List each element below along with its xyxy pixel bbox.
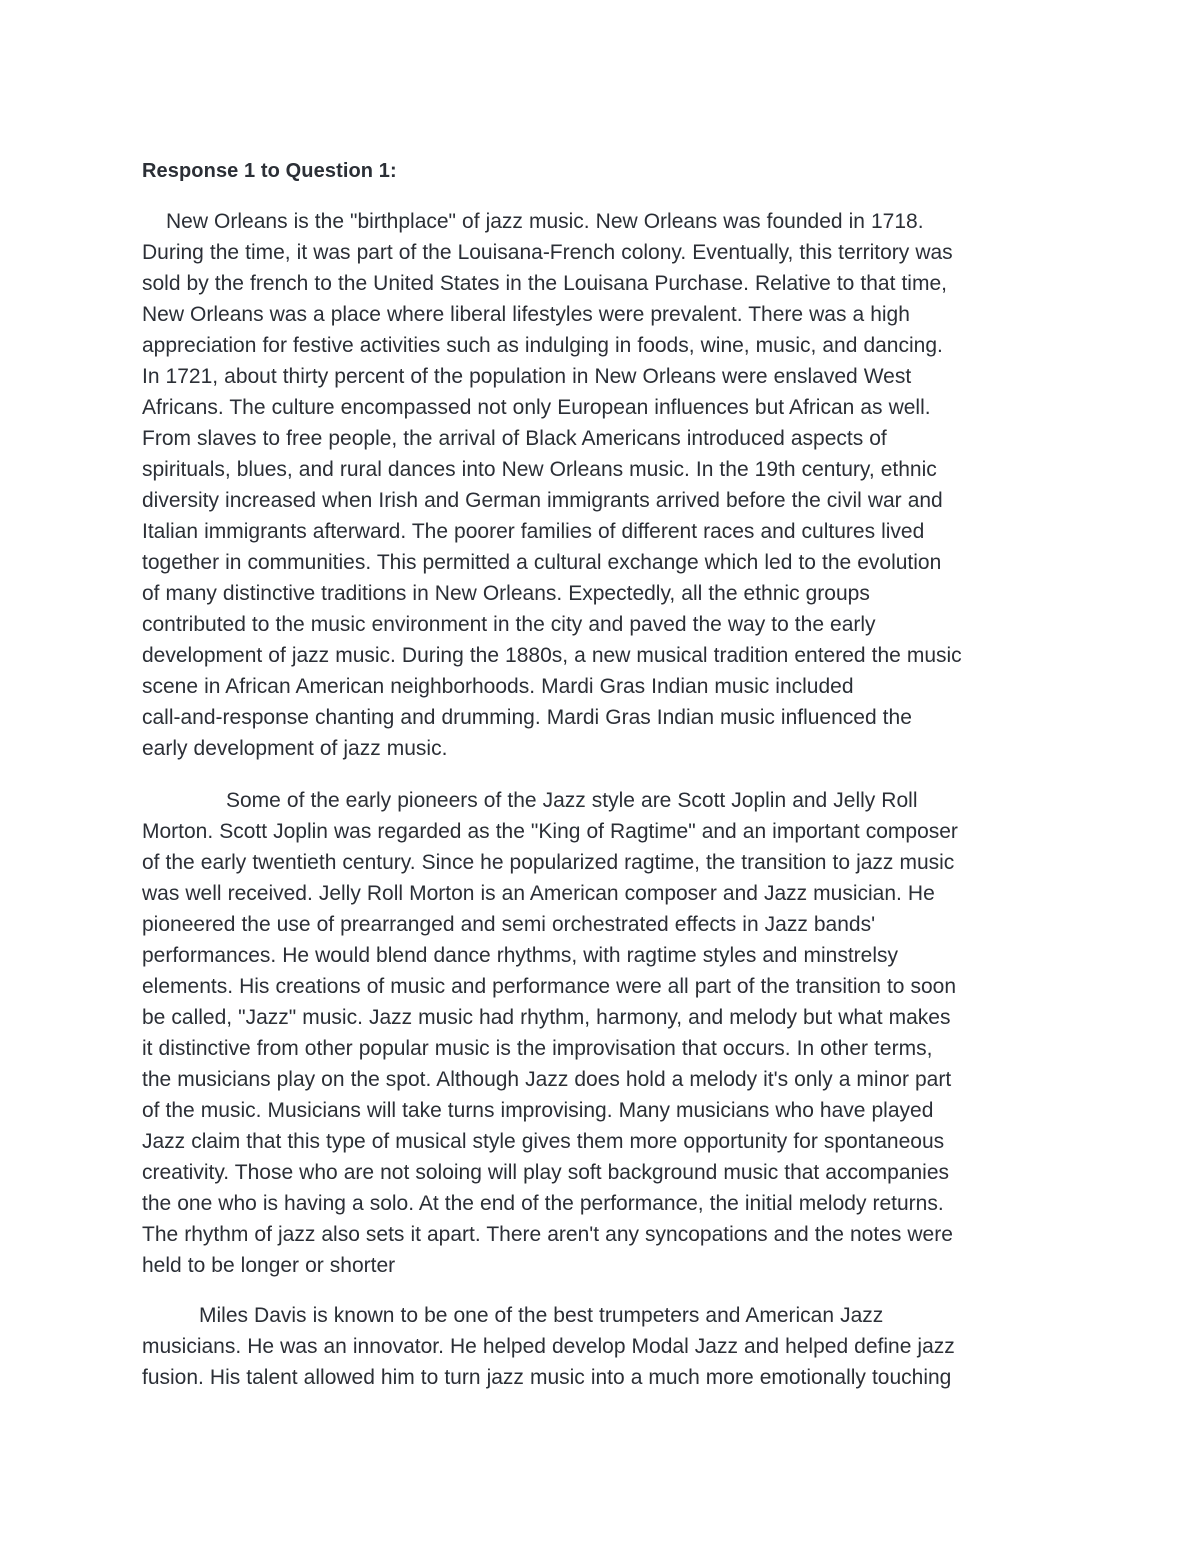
- text-line: In 1721, about thirty percent of the population in New Orleans were enslaved West: [142, 365, 912, 388]
- text-line: of the music. Musicians will take turns improvising. Many musicians who have played: [142, 1099, 934, 1122]
- paragraph-new-orleans: [142, 206, 1072, 764]
- text-line: fusion. His talent allowed him to turn jazz music into a much more emotionally touching: [142, 1366, 952, 1389]
- text-line: held to be longer or shorter: [142, 1254, 396, 1277]
- text-line: musicians. He was an innovator. He helped develop Modal Jazz and helped define jazz: [142, 1335, 955, 1358]
- text-line: be called, "Jazz" music. Jazz music had rhythm, harmony, and melody but what makes: [142, 1006, 951, 1029]
- text-line: diversity increased when Irish and German immigrants arrived before the civil war and: [142, 489, 943, 512]
- text-line: appreciation for festive activities such as indulging in foods, wine, music, and dancing.: [142, 334, 943, 357]
- text-line: Italian immigrants afterward. The poorer families of different races and cultures lived: [142, 520, 925, 543]
- text-line: The rhythm of jazz also sets it apart. There aren't any syncopations and the notes were: [142, 1223, 953, 1246]
- text-line: of the early twentieth century. Since he popularized ragtime, the transition to jazz music: [142, 851, 955, 874]
- text-line: call-and-response chanting and drumming. Mardi Gras Indian music influenced the: [142, 706, 912, 729]
- text-line: New Orleans was a place where liberal lifestyles were prevalent. There was a high: [142, 303, 910, 326]
- text-line: scene in African American neighborhoods. Mardi Gras Indian music included: [142, 675, 854, 698]
- text-line: was well received. Jelly Roll Morton is an American composer and Jazz musician. He: [142, 882, 935, 905]
- text-line: During the time, it was part of the Louisana-French colony. Eventually, this territory was: [142, 241, 953, 264]
- text-line: Morton. Scott Joplin was regarded as the "King of Ragtime" and an important composer: [142, 820, 958, 843]
- text-line: creativity. Those who are not soloing will play soft background music that accompanies: [142, 1161, 950, 1184]
- text-line: Jazz claim that this type of musical style gives them more opportunity for spontaneous: [142, 1130, 945, 1153]
- text-line: performances. He would blend dance rhythms, with ragtime styles and minstrelsy: [142, 944, 898, 967]
- text-line: the musicians play on the spot. Although Jazz does hold a melody it's only a minor part: [142, 1068, 952, 1091]
- text-line: of many distinctive traditions in New Orleans. Expectedly, all the ethnic groups: [142, 582, 870, 605]
- paragraph-miles-davis: [142, 1300, 1072, 1393]
- text-line: sold by the french to the United States in the Louisana Purchase. Relative to that time,: [142, 272, 947, 295]
- text-line: it distinctive from other popular music is the improvisation that occurs. In other terms,: [142, 1037, 933, 1060]
- text-line: New Orleans is the "birthplace" of jazz music. New Orleans was founded in 1718.: [166, 210, 924, 233]
- text-line: Africans. The culture encompassed not only European influences but African as well.: [142, 396, 931, 419]
- text-line: the one who is having a solo. At the end of the performance, the initial melody returns.: [142, 1192, 944, 1215]
- page-title: Response 1 to Question 1:: [142, 160, 397, 182]
- text-line: together in communities. This permitted a cultural exchange which led to the evolution: [142, 551, 942, 574]
- text-line: elements. His creations of music and performance were all part of the transition to soon: [142, 975, 957, 998]
- text-line: early development of jazz music.: [142, 737, 448, 760]
- text-line: Some of the early pioneers of the Jazz style are Scott Joplin and Jelly Roll: [226, 789, 918, 812]
- text-line: From slaves to free people, the arrival of Black Americans introduced aspects of: [142, 427, 887, 450]
- text-line: spirituals, blues, and rural dances into New Orleans music. In the 19th century, ethnic: [142, 458, 937, 481]
- text-line: contributed to the music environment in the city and paved the way to the early: [142, 613, 876, 636]
- text-line: pioneered the use of prearranged and semi orchestrated effects in Jazz bands': [142, 913, 876, 936]
- paragraph-jazz-pioneers: [142, 785, 1072, 1281]
- text-line: development of jazz music. During the 1880s, a new musical tradition entered the music: [142, 644, 962, 667]
- text-line: Miles Davis is known to be one of the best trumpeters and American Jazz: [199, 1304, 884, 1327]
